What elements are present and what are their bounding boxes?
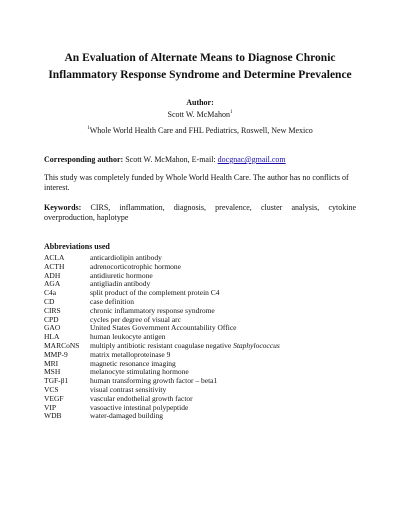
keywords-text: CIRS, inflammation, diagnosis, prevalence, cluster analysis, cytokine overproduction, haplotype: [44, 203, 356, 222]
title-line-1: An Evaluation of Alternate Means to Diagnose Chronic: [64, 52, 336, 64]
keywords: [44, 203, 356, 223]
author-heading: Author:: [186, 98, 214, 107]
email-link[interactable]: docgnac@gmail.com: [217, 155, 286, 164]
abbreviation-term: WDB: [44, 411, 62, 421]
abbreviation-definition-text: United States Government Accountability Office: [90, 323, 237, 333]
abbreviation-definition-text: magnetic resonance imaging: [90, 358, 176, 368]
abbreviation-term: C4a: [44, 288, 57, 298]
abbreviation-term: ADH: [44, 270, 61, 280]
author-name: [0, 110, 400, 119]
abbreviation-term: CD: [44, 296, 55, 306]
abbreviation-term: ACTH: [44, 261, 65, 271]
abbreviation-definition-text: antidiuretic hormone: [90, 270, 153, 280]
abbreviation-definition-text: chronic inflammatory response syndrome: [90, 305, 215, 315]
abbreviations-list: [44, 254, 364, 421]
affiliation-marker: 1: [87, 126, 90, 131]
abbreviation-definition-text: matrix metalloproteinase 9: [90, 349, 171, 359]
affiliation-text: Whole World Health Care and FHL Pediatrics, Roswell, New Mexico: [89, 126, 313, 135]
abbreviation-definition-text: case definition: [90, 296, 134, 306]
abbreviation-term: ACLA: [44, 253, 65, 262]
keywords-label: Keywords:: [44, 203, 82, 212]
abbreviation-definition-text: antigliadin antibody: [90, 279, 151, 289]
abbreviation-definition-text: human transforming growth factor – beta1: [90, 376, 218, 386]
abbreviation-term: VCS: [44, 384, 59, 394]
abbreviation-definition-text: water-damaged building: [90, 411, 163, 421]
abbreviation-term: CPD: [44, 314, 59, 324]
abbreviation-term: MMP-9: [44, 349, 68, 359]
abbreviation-term: MARCoNS: [44, 340, 80, 350]
abbreviation-definition-text: melanocyte stimulating hormone: [90, 367, 189, 377]
abbreviation-definition-text: anticardiolipin antibody: [90, 253, 162, 262]
corresponding-author-text: Scott W. McMahon, E-mail:: [123, 155, 218, 164]
abbreviation-term: HLA: [44, 332, 60, 342]
abbreviation-term: TGF-β1: [44, 376, 69, 386]
abbreviation-term: CIRS: [44, 305, 61, 315]
affiliation: [0, 126, 400, 135]
author-name-text: Scott W. McMahon: [167, 110, 230, 119]
abbreviation-definition-text: multiply antibiotic resistant coagulase negative: [90, 340, 234, 350]
abbreviation-term: VIP: [44, 402, 57, 412]
abbreviation-row: [44, 412, 364, 421]
abbreviation-term: MRI: [44, 358, 59, 368]
author-affiliation-marker: 1: [229, 110, 233, 115]
paper-title: [40, 50, 360, 84]
abbreviation-definition-text: human leukocyte antigen: [90, 332, 166, 342]
abbreviations-heading: Abbreviations used: [44, 242, 110, 251]
funding-statement: This study was completely funded by Whole World Health Care. The author has no conflicts of interest.: [44, 173, 349, 192]
abbreviation-definition-text: visual contrast sensitivity: [90, 384, 167, 394]
abbreviation-definition-text: adrenocorticotrophic hormone: [90, 261, 182, 271]
abbreviation-definition-text: split product of the complement protein C4: [90, 288, 220, 298]
corresponding-author-label: Corresponding author:: [44, 155, 124, 164]
abbreviation-definition-italic: Staphylococcus: [233, 340, 280, 350]
title-line-2: Inflammatory Response Syndrome and Determine Prevalence: [48, 69, 352, 81]
abbreviation-definition-text: vascular endothelial growth factor: [90, 393, 193, 403]
abbreviation-definition-text: cycles per degree of visual arc: [90, 314, 181, 324]
abbreviation-term: VEGF: [44, 393, 64, 403]
abbreviation-term: MSH: [44, 367, 61, 377]
abbreviation-term: AGA: [44, 279, 61, 289]
corresponding-author: [44, 155, 356, 164]
abbreviation-definition-text: vasoactive intestinal polypeptide: [90, 402, 189, 412]
abbreviation-definition: [90, 412, 163, 421]
abbreviation-term: GAO: [44, 323, 61, 333]
